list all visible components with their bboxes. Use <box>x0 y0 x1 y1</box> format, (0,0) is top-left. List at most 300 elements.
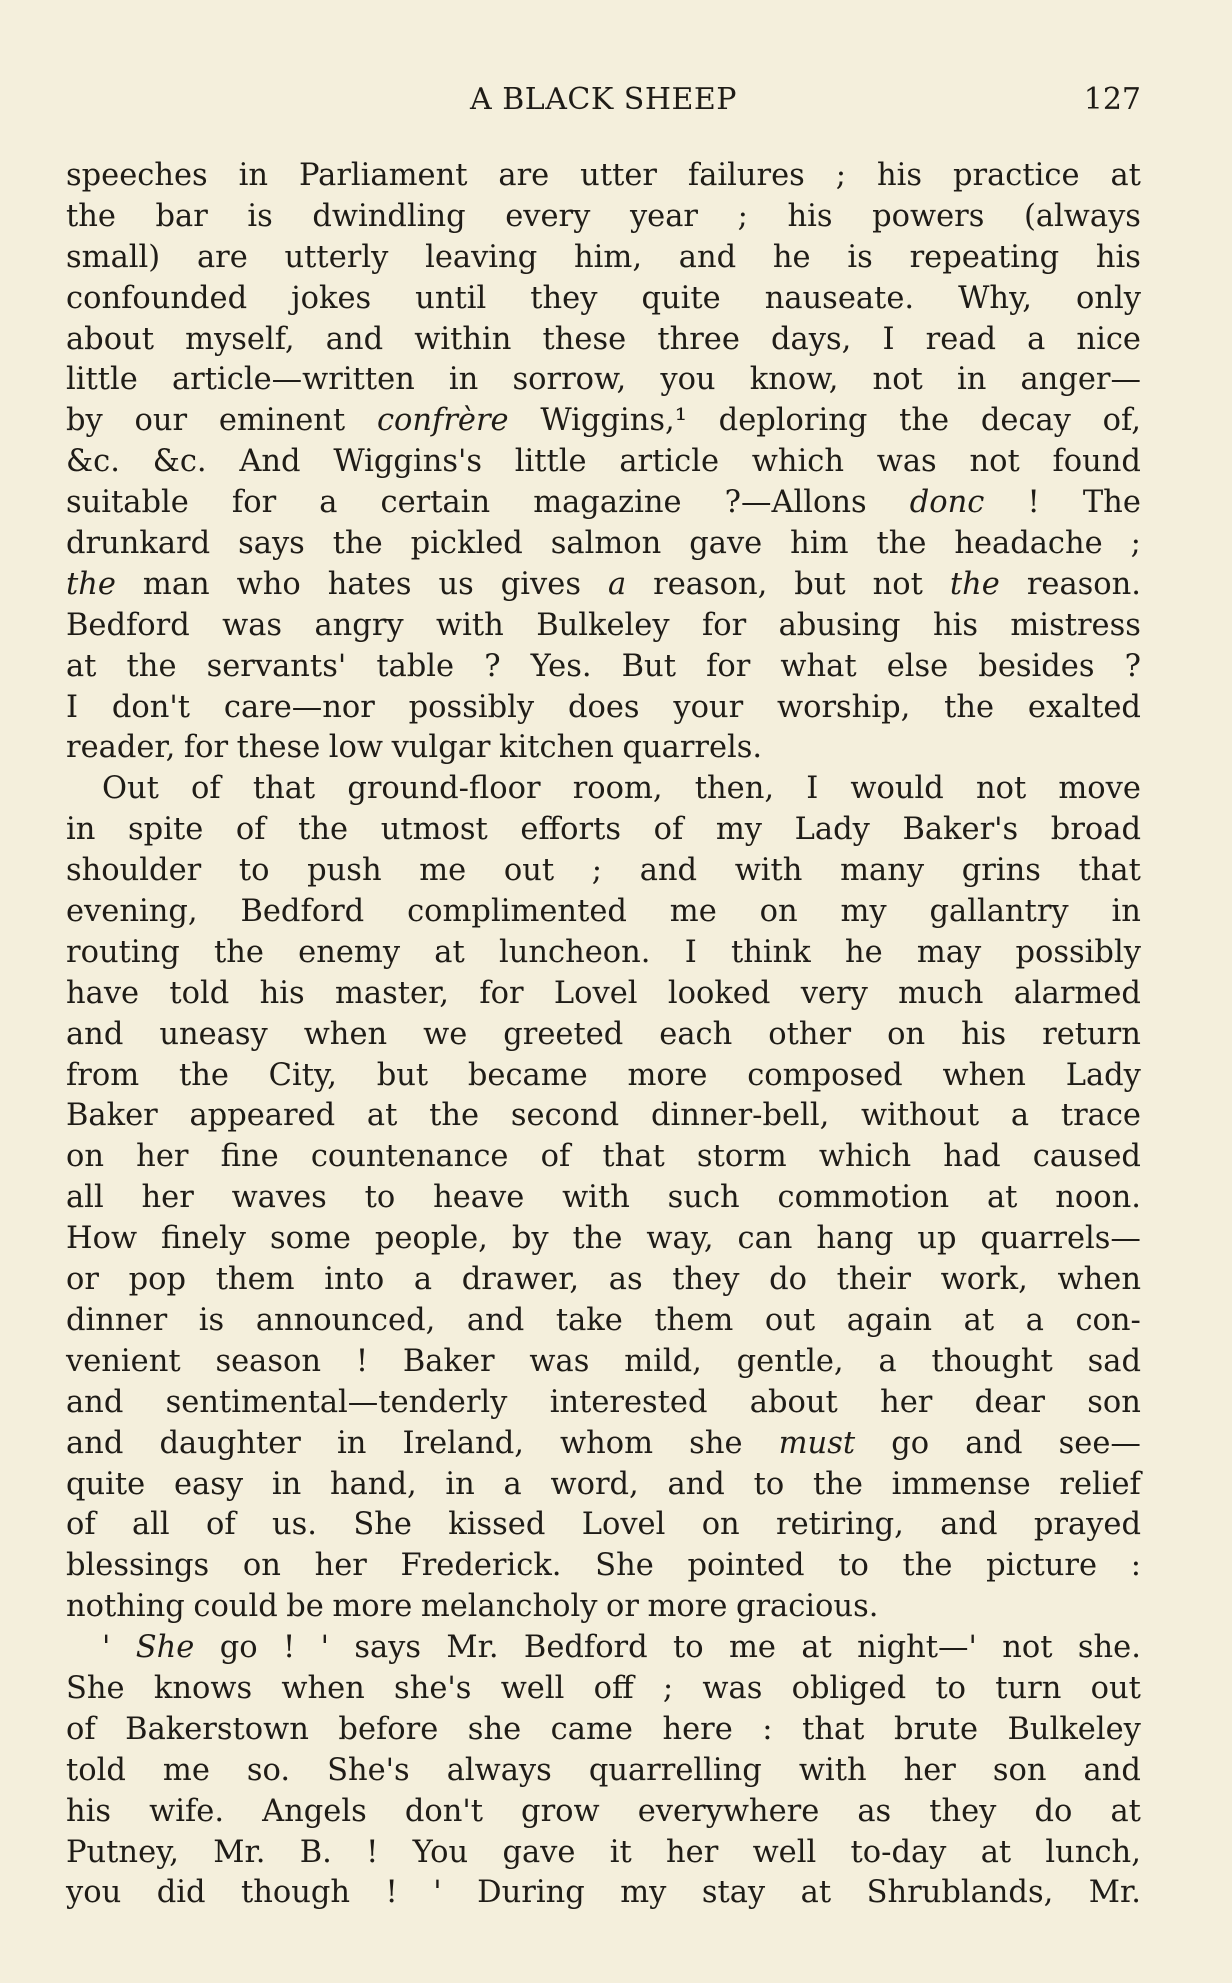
word: for <box>183 730 229 766</box>
word: Frederick. <box>400 1548 562 1584</box>
word: out <box>1090 1670 1141 1706</box>
word: at <box>366 1098 398 1134</box>
text-line <box>66 1669 1141 1710</box>
word: the <box>429 1098 480 1134</box>
word: Bedford <box>523 1630 648 1666</box>
word: three <box>657 321 740 357</box>
text-line <box>66 647 1141 688</box>
word: don't <box>404 1793 483 1829</box>
word: gallantry <box>929 894 1069 930</box>
word: when <box>303 1016 388 1052</box>
word: when <box>1057 1262 1141 1298</box>
word: the <box>944 689 995 725</box>
word: at <box>801 1630 832 1666</box>
text-line <box>66 851 1141 892</box>
word: ' <box>320 1630 329 1666</box>
word: kitchen <box>499 730 614 766</box>
word: venient <box>66 1343 181 1379</box>
word: Mr. <box>1088 1875 1141 1911</box>
word: Bulkeley <box>536 607 670 643</box>
word: return <box>1042 1016 1141 1052</box>
text-line <box>66 1873 1141 1914</box>
word: go <box>219 1630 258 1666</box>
chapter-title: A BLACK SHEEP <box>470 82 737 117</box>
word: a <box>1010 1098 1030 1134</box>
word: year <box>629 198 698 234</box>
word: gave <box>689 526 763 562</box>
word: her <box>314 1548 367 1584</box>
word: salmon <box>550 526 662 562</box>
text-line <box>66 688 1141 729</box>
word: each <box>659 1016 733 1052</box>
word: grow <box>521 1793 600 1829</box>
word: relief <box>1059 1466 1141 1502</box>
text-line <box>66 197 1141 238</box>
word: work, <box>940 1262 1028 1298</box>
text-line <box>66 892 1141 933</box>
text-line <box>66 1833 1141 1874</box>
word: night—' <box>857 1630 977 1666</box>
word: vulgar <box>391 730 491 766</box>
word: everywhere <box>637 1793 820 1829</box>
text-line <box>66 974 1141 1015</box>
text-line <box>66 279 1141 320</box>
word: I <box>66 689 79 725</box>
word: gentle, <box>736 1343 844 1379</box>
word: gave <box>502 1834 576 1870</box>
word: was <box>702 1670 763 1706</box>
word: son <box>1087 1384 1141 1420</box>
word: She's <box>327 1752 410 1788</box>
word: for <box>706 648 751 684</box>
body-text <box>66 156 1141 1914</box>
word: the <box>126 648 177 684</box>
word: his <box>787 198 833 234</box>
text-line <box>66 1137 1141 1178</box>
word: prayed <box>1033 1507 1141 1543</box>
word: she's <box>394 1670 472 1706</box>
word: much <box>898 975 984 1011</box>
word: of <box>66 1711 96 1747</box>
word: Mr. <box>213 1834 266 1870</box>
word: us <box>438 566 474 602</box>
word: efforts <box>520 812 621 848</box>
word: and <box>466 1302 525 1338</box>
word: reason. <box>1026 566 1141 602</box>
word: Bakerstown <box>125 1711 309 1747</box>
word: practice <box>952 158 1080 193</box>
word: little <box>514 444 587 480</box>
word: and <box>639 853 698 889</box>
word: at <box>980 1834 1012 1870</box>
word: interested <box>549 1384 708 1420</box>
word: Baker <box>66 1098 158 1134</box>
word: Wiggins,¹ <box>540 403 687 439</box>
word: nauseate. <box>764 280 915 316</box>
text-line <box>66 1096 1141 1137</box>
page-number: 127 <box>1083 82 1141 117</box>
word: very <box>800 975 868 1011</box>
word: retiring, <box>776 1507 904 1543</box>
text-line <box>66 1628 1141 1669</box>
word: immense <box>891 1466 1031 1502</box>
word: her <box>880 1384 933 1420</box>
word: other <box>768 1016 852 1052</box>
text-line <box>66 442 1141 483</box>
word: quarrels. <box>622 730 763 766</box>
word: with <box>562 1180 630 1216</box>
word: ; <box>737 198 748 234</box>
word: which <box>818 1139 912 1175</box>
word: on <box>701 1507 740 1543</box>
word: I <box>684 934 697 970</box>
word: their <box>836 1262 911 1298</box>
word: the <box>899 403 950 439</box>
word: Parliament <box>298 158 468 193</box>
word: Putney, <box>66 1834 179 1870</box>
word: season <box>215 1343 321 1379</box>
word: every <box>505 198 591 234</box>
word: Lady <box>1065 1057 1141 1093</box>
word: a <box>319 485 338 521</box>
word: utmost <box>380 812 488 848</box>
text-line <box>66 156 1141 197</box>
word: that <box>1078 853 1141 889</box>
word: countenance <box>310 1139 509 1175</box>
word: not <box>1002 1630 1053 1666</box>
word: of <box>540 1139 571 1175</box>
word: ' <box>433 1875 442 1911</box>
word: ; <box>662 1670 674 1706</box>
word: the <box>213 934 264 970</box>
word: (always <box>1023 198 1141 234</box>
word: know, <box>749 362 839 398</box>
word: him <box>790 526 849 562</box>
word: sad <box>1087 1343 1141 1379</box>
word: only <box>1075 280 1141 316</box>
word: or <box>66 1262 99 1298</box>
text-line <box>66 810 1141 851</box>
word: her <box>666 1834 719 1870</box>
word: on <box>66 1139 105 1175</box>
word: him, <box>574 239 643 275</box>
word: word, <box>550 1466 639 1502</box>
word: which <box>751 444 845 480</box>
word: Yes. <box>530 648 592 684</box>
word: within <box>414 321 512 357</box>
word: stay <box>701 1875 766 1911</box>
word: told <box>169 975 230 1011</box>
text-line <box>66 1424 1141 1465</box>
word: second <box>510 1098 620 1134</box>
word: utterly <box>284 239 389 275</box>
word: thought <box>931 1343 1053 1379</box>
word: and <box>678 239 737 275</box>
word: a <box>1025 1302 1044 1338</box>
word: decay <box>980 403 1071 439</box>
word: daughter <box>159 1425 301 1461</box>
word: Lovel <box>553 975 638 1011</box>
word: who <box>236 566 301 602</box>
word: the <box>66 566 116 602</box>
word: ; <box>835 158 847 193</box>
word: out <box>764 1302 816 1338</box>
word: confrère <box>376 403 509 439</box>
word: to <box>753 1466 785 1502</box>
word: turn <box>995 1670 1062 1706</box>
word: failures <box>687 158 805 193</box>
word: Baker <box>402 1343 495 1379</box>
word: the <box>298 812 349 848</box>
word: the <box>332 526 383 562</box>
word: ! <box>366 1834 379 1870</box>
word: greeted <box>503 1016 624 1052</box>
word: angry <box>314 607 404 643</box>
word: from <box>66 1057 140 1093</box>
word: his <box>932 607 978 643</box>
word: melancholy <box>420 1589 598 1625</box>
word: commotion <box>777 1180 950 1216</box>
word: as <box>608 1262 643 1298</box>
word: spite <box>128 812 204 848</box>
word: the <box>66 198 116 234</box>
word: B. <box>299 1834 332 1870</box>
word: is <box>198 1302 225 1338</box>
word: Shrublands, <box>866 1875 1054 1911</box>
word: composed <box>747 1057 903 1093</box>
word: my <box>715 812 763 848</box>
word: a <box>1027 321 1046 357</box>
text-line <box>66 1219 1141 1260</box>
word: you <box>66 1875 122 1911</box>
word: on <box>759 894 798 930</box>
word: fine <box>220 1139 279 1175</box>
word: City, <box>268 1057 337 1093</box>
text-line <box>66 1465 1141 1506</box>
word: dinner <box>66 1302 168 1338</box>
word: with <box>734 853 803 889</box>
word: go <box>891 1425 930 1461</box>
word: alarmed <box>1013 975 1141 1011</box>
word: &c. <box>66 444 120 480</box>
word: possibly <box>1015 934 1141 970</box>
word: at <box>434 934 465 970</box>
word: came <box>550 1711 633 1747</box>
word: broad <box>1050 812 1141 848</box>
word: obliged <box>791 1670 907 1706</box>
running-head <box>66 78 1141 122</box>
word: on <box>242 1548 281 1584</box>
word: ! <box>355 1343 369 1379</box>
word: our <box>134 403 188 439</box>
word: quite <box>641 280 721 316</box>
word: told <box>66 1752 126 1788</box>
word: ' <box>102 1630 111 1666</box>
word: not <box>872 566 923 602</box>
word: says <box>354 1630 422 1666</box>
word: though <box>241 1875 351 1911</box>
word: knows <box>153 1670 253 1706</box>
word: such <box>667 1180 740 1216</box>
word: worship, <box>776 689 911 725</box>
word: gracious. <box>735 1589 879 1625</box>
word: the <box>812 1466 863 1502</box>
word: and <box>66 1384 124 1420</box>
word: of <box>653 812 684 848</box>
word: for <box>231 485 277 521</box>
word: but <box>794 566 846 602</box>
word: your <box>673 689 744 725</box>
word: with <box>798 1752 867 1788</box>
word: headache <box>954 526 1103 562</box>
word: out <box>503 853 555 889</box>
word: master, <box>335 975 450 1011</box>
word: more <box>332 1589 413 1625</box>
word: dinner-bell, <box>650 1098 830 1134</box>
word: certain <box>380 485 491 521</box>
word: servants' <box>206 648 347 684</box>
word: for <box>479 975 524 1011</box>
word: evening, <box>66 894 198 930</box>
word: with <box>436 607 504 643</box>
word: routing <box>66 934 180 970</box>
word: may <box>916 934 982 970</box>
word: to <box>673 1630 704 1666</box>
word: donc <box>909 485 985 521</box>
word: all <box>66 1180 104 1216</box>
word: brute <box>893 1711 978 1747</box>
word: Wiggins's <box>333 444 483 480</box>
word: man <box>142 566 210 602</box>
word: looked <box>667 975 771 1011</box>
word: hang <box>816 1221 894 1257</box>
word: more <box>627 1057 708 1093</box>
word: his <box>876 158 923 193</box>
word: hates <box>327 566 412 602</box>
word: into <box>324 1262 385 1298</box>
word: small) <box>66 239 161 275</box>
word: luncheon. <box>498 934 651 970</box>
word: push <box>307 853 382 889</box>
word: mild, <box>624 1343 702 1379</box>
word: when <box>942 1057 1026 1093</box>
word: Lovel <box>581 1507 666 1543</box>
word: his <box>1095 239 1141 275</box>
word: ? <box>1124 648 1141 684</box>
word: at <box>66 648 97 684</box>
word: a <box>413 1262 433 1298</box>
word: he <box>844 934 883 970</box>
word: before <box>338 1711 439 1747</box>
word: heave <box>433 1180 525 1216</box>
word: his <box>259 975 305 1011</box>
text-line <box>66 1301 1141 1342</box>
text-line <box>66 1587 1141 1628</box>
word: You <box>412 1834 469 1870</box>
word: bar <box>155 198 208 234</box>
word: trace <box>1060 1098 1141 1134</box>
word: leaving <box>425 239 538 275</box>
word: it <box>609 1834 632 1870</box>
word: deploring <box>718 403 868 439</box>
word: quarrels— <box>980 1221 1141 1257</box>
text-line <box>66 1383 1141 1424</box>
word: to <box>238 853 270 889</box>
word: she. <box>1077 1630 1141 1666</box>
word: as <box>857 1793 892 1829</box>
word: ; <box>1130 526 1141 562</box>
word: low <box>328 730 384 766</box>
word: magazine <box>533 485 682 521</box>
text-line <box>66 238 1141 279</box>
word: are <box>498 158 550 193</box>
text-line <box>66 1342 1141 1383</box>
word: see— <box>1058 1425 1141 1461</box>
word: Angels <box>262 1793 367 1829</box>
word: did <box>156 1875 206 1911</box>
word: all <box>131 1507 170 1543</box>
word: quarrelling <box>588 1752 762 1788</box>
word: take <box>555 1302 623 1338</box>
word: way, <box>646 1221 714 1257</box>
word: at <box>963 1302 995 1338</box>
word: dear <box>974 1384 1045 1420</box>
word: confounded <box>66 280 248 316</box>
word: read <box>925 321 996 357</box>
word: here <box>662 1711 733 1747</box>
word: she <box>467 1711 522 1747</box>
word: article—written <box>171 362 415 398</box>
word: easy <box>173 1466 244 1502</box>
word: dwindling <box>312 198 466 234</box>
word: noon. <box>1055 1180 1141 1216</box>
word: he <box>772 239 811 275</box>
word: of <box>235 812 266 848</box>
word: reader, <box>66 730 176 766</box>
word: well <box>752 1834 817 1870</box>
word: quite <box>66 1466 146 1502</box>
word: on <box>887 1016 926 1052</box>
word: me <box>419 853 467 889</box>
word: She <box>66 1670 125 1706</box>
word: jokes <box>291 280 372 316</box>
word: ground-floor <box>347 771 541 807</box>
text-line <box>66 1546 1141 1587</box>
word: me <box>162 1752 210 1788</box>
word: are <box>196 239 248 275</box>
text-line <box>66 1260 1141 1301</box>
word: his <box>961 1016 1007 1052</box>
word: myself, <box>185 321 295 357</box>
word: exalted <box>1027 689 1141 725</box>
word: them <box>654 1302 734 1338</box>
word: storm <box>696 1139 787 1175</box>
word: of <box>66 1507 96 1543</box>
word: and <box>667 1466 725 1502</box>
word: anger— <box>1020 362 1141 398</box>
word: so. <box>246 1752 291 1788</box>
word: could <box>193 1589 278 1625</box>
text-line <box>66 1178 1141 1219</box>
word: During <box>477 1875 585 1911</box>
word: of <box>191 771 221 807</box>
word: eminent <box>218 403 346 439</box>
text-line <box>66 1710 1141 1751</box>
word: finely <box>161 1221 247 1257</box>
word: well <box>500 1670 565 1706</box>
word: gives <box>500 566 581 602</box>
word: blessings <box>66 1548 210 1584</box>
